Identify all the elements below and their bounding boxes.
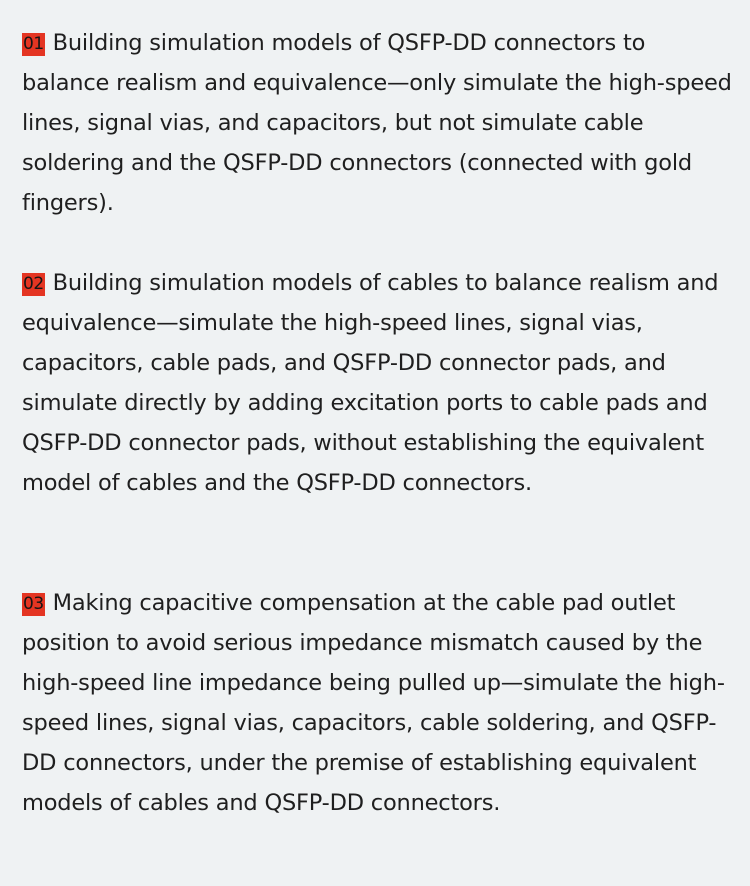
item-number-badge: 03 [23, 594, 44, 614]
item-text: Building simulation models of cables to balance realism and equivalence—simulate the high-speed lines, signal vias, capacitors, cable pads, and QSFP-DD connector pads, and simulate directly by adding excitation ports to cable pads and QSFP-DD connector pads, without establishing the equivalent model of cables and the QSFP-DD connectors. [22, 270, 719, 496]
list-item [22, 263, 734, 503]
item-text: Building simulation models of QSFP-DD connectors to balance realism and equivalence—only simulate the high-speed lines, signal vias, and capacitors, but not simulate cable soldering and the QSFP-DD connectors (connected with gold fingers). [22, 30, 732, 216]
item-text: Making capacitive compensation at the cable pad outlet position to avoid serious impedance mismatch caused by the high-speed line impedance being pulled up—simulate the high-speed lines, signal vias, capacitors, cable soldering, and QSFP-DD connectors, under the premise of establishing equivalent models of cables and QSFP-DD connectors. [22, 590, 725, 816]
item-number-badge: 01 [23, 34, 44, 54]
list-item [22, 23, 734, 223]
item-number-badge: 02 [23, 274, 44, 294]
list-item [22, 583, 734, 823]
